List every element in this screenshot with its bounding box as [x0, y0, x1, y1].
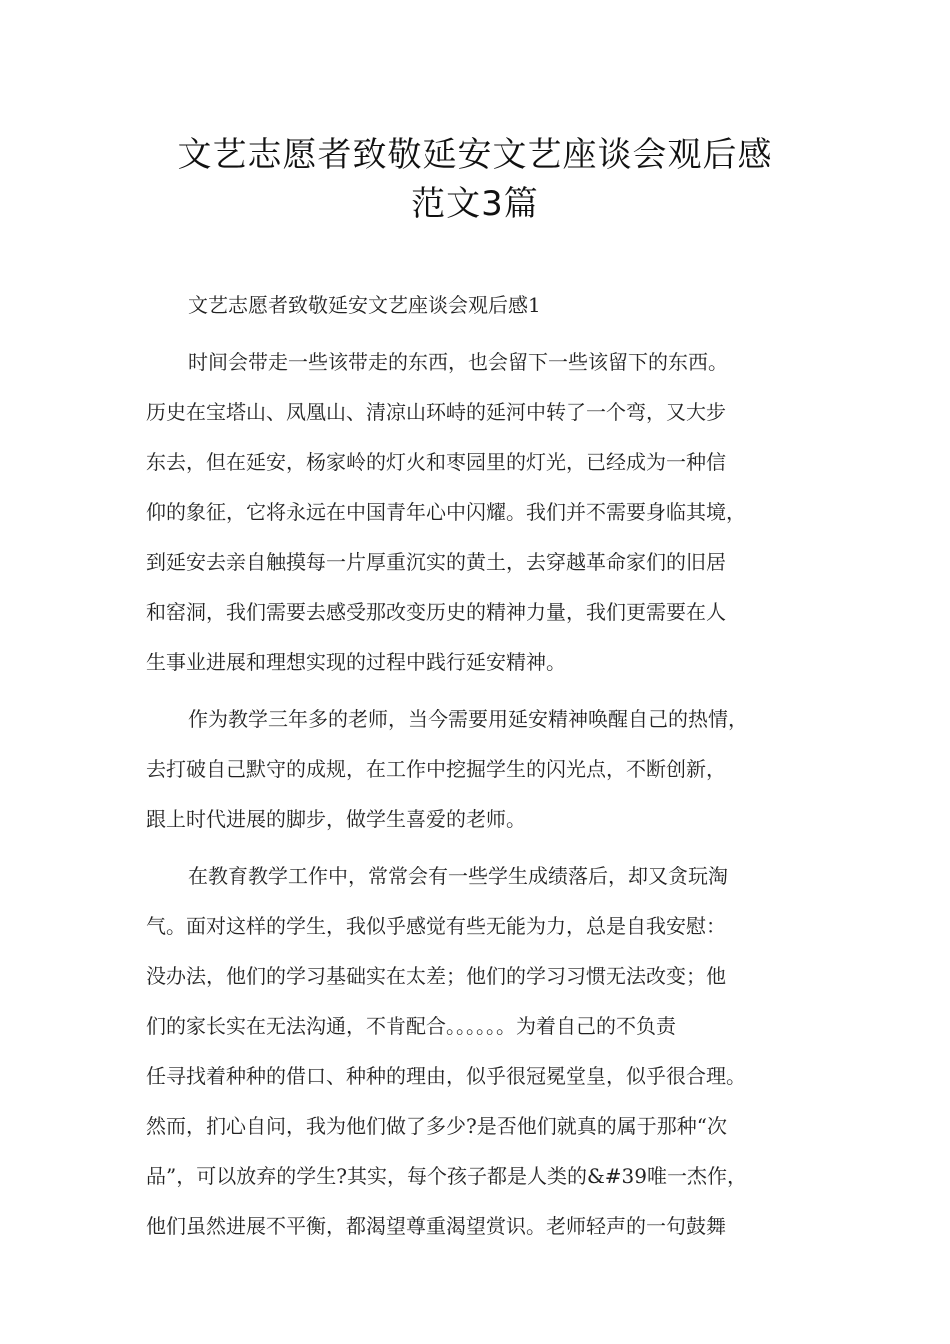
text-line: 气。面对这样的学生，我似乎感觉有些无能为力，总是自我安慰： [146, 914, 726, 938]
paragraph-2 [146, 694, 826, 844]
text-line: 们的家长实在无法沟通，不肯配合。。。。。。为着自己的不负责 [146, 1014, 676, 1038]
document-body [146, 280, 826, 1251]
text-line: 到延安去亲自触摸每一片厚重沉实的黄土，去穿越革命家们的旧居 [146, 550, 726, 574]
text-line: 然而，扪心自问，我为他们做了多少?是否他们就真的属于那种“次 [146, 1114, 727, 1138]
text-line: 和窑洞，我们需要去感受那改变历史的精神力量，我们更需要在人 [146, 600, 726, 624]
text-line: 在教育教学工作中，常常会有一些学生成绩落后，却又贪玩淘 [188, 864, 728, 888]
text-line: 他们虽然进展不平衡，都渴望尊重渴望赏识。老师轻声的一句鼓舞 [146, 1214, 726, 1238]
section-heading: 文艺志愿者致敬延安文艺座谈会观后感1 [188, 293, 541, 317]
title-line-1: 文艺志愿者致敬延安文艺座谈会观后感 [177, 135, 773, 175]
paragraph-3 [146, 851, 826, 1251]
text-line: 生事业进展和理想实现的过程中践行延安精神。 [146, 650, 566, 674]
text-line: 任寻找着种种的借口、种种的理由，似乎很冠冕堂皇，似乎很合理。 [146, 1064, 746, 1088]
text-line: 仰的象征，它将永远在中国青年心中闪耀。我们并不需要身临其境， [146, 500, 746, 524]
paragraph-1 [146, 337, 826, 687]
text-line: 东去，但在延安，杨家岭的灯火和枣园里的灯光，已经成为一种信 [146, 450, 726, 474]
text-line: 品”，可以放弃的学生?其实，每个孩子都是人类的&#39唯一杰作， [146, 1164, 747, 1188]
title-line-2: 范文3篇 [411, 184, 539, 224]
text-line: 时间会带走一些该带走的东西，也会留下一些该留下的东西。 [188, 350, 728, 374]
text-line: 跟上时代进展的脚步，做学生喜爱的老师。 [146, 807, 526, 831]
text-line: 去打破自己默守的成规，在工作中挖掘学生的闪光点，不断创新， [146, 757, 726, 781]
text-line: 历史在宝塔山、凤凰山、清凉山环峙的延河中转了一个弯，又大步 [146, 400, 726, 424]
text-line: 作为教学三年多的老师，当今需要用延安精神唤醒自己的热情， [188, 707, 748, 731]
document-title [0, 132, 950, 227]
text-line: 没办法，他们的学习基础实在太差；他们的学习习惯无法改变；他 [146, 964, 726, 988]
